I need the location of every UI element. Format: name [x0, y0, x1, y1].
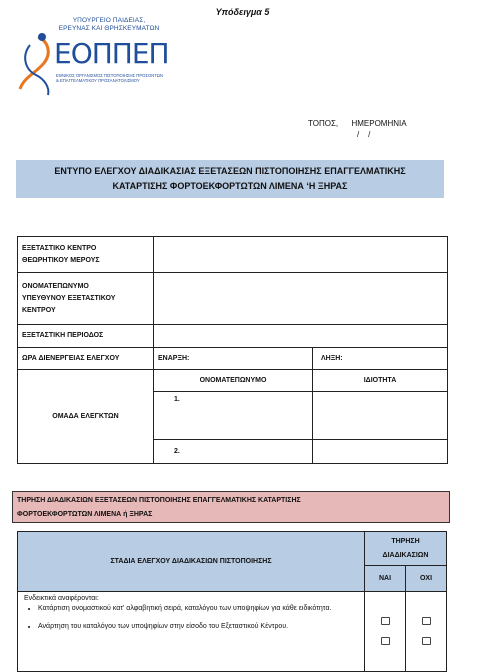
- stage-list: [24, 604, 358, 632]
- no-checkboxes: [406, 592, 447, 672]
- compliance-header: ΤΗΡΗΣΗ ΔΙΑΔΙΚΑΣΙΩΝ: [365, 532, 447, 566]
- certification-stages-table: [17, 531, 447, 672]
- stage-2-yes-checkbox[interactable]: [381, 637, 390, 645]
- no-column-header: ΟΧΙ: [406, 566, 447, 592]
- form-title: ΕΝΤΥΠΟ ΕΛΕΓΧΟΥ ΔΙΑΔΙΚΑΣΙΑΣ ΕΞΕΤΑΣΕΩΝ ΠΙΣΤΟΠΟΙΗΣΗΣ ΕΠΑΓΓΕΛΜΑΤΙΚΗΣ ΚΑΤΑΡΤΙΣΗΣ ΦΟΡΤΟΕΚΦΟΡΤΩΤΩΝ ΛΙΜΕΝΑ ‘Η ΞΗΡΑΣ: [16, 160, 444, 198]
- exam-info-table: [17, 236, 448, 464]
- organization-logo: [14, 17, 184, 97]
- stages-header: ΣΤΑΔΙΑ ΕΛΕΓΧΟΥ ΔΙΑΔΙΚΑΣΙΩΝ ΠΙΣΤΟΠΟΙΗΣΗΣ: [18, 532, 365, 592]
- stage-1-yes-checkbox[interactable]: [381, 617, 390, 625]
- stage-description: Ενδεικτικά αναφέρονται: • Κατάρτιση ονομαστικού κατ' αλφαβητική σειρά, καταλόγου των υποψηφίων για κάθε ειδικότητα. • Ανάρτηση του καταλόγου των υποψηφίων στην είσοδο του Εξεταστικού Κέντρου.: [18, 592, 365, 672]
- exam-center-field[interactable]: [154, 237, 448, 273]
- eoppep-wordmark: ΕΟΠΠΕΠ: [54, 37, 169, 70]
- stage-item-2: • Ανάρτηση του καταλόγου των υποψηφίων στην είσοδο του Εξεταστικού Κέντρου.: [38, 622, 358, 632]
- date-separators: / /: [357, 130, 371, 139]
- exam-period-label: ΕΞΕΤΑΣΤΙΚΗ ΠΕΡΙΟΔΟΣ: [18, 325, 154, 348]
- responsible-person-field[interactable]: [154, 273, 448, 325]
- compliance-notice: ΤΗΡΗΣΗ ΔΙΑΔΙΚΑΣΙΩΝ ΕΞΕΤΑΣΕΩΝ ΠΙΣΤΟΠΟΙΗΣΗΣ ΕΠΑΓΓΕΛΜΑΤΙΚΗΣ ΚΑΤΑΡΤΙΣΗΣ ΦΟΡΤΟΕΚΦΟΡΤΩΤΩΝ ΛΙΜΕΝΑ ή ΞΗΡΑΣ: [12, 491, 450, 523]
- exam-center-label: ΕΞΕΤΑΣΤΙΚΟ ΚΕΝΤΡΟ ΘΕΩΡΗΤΙΚΟΥ ΜΕΡΟΥΣ: [18, 237, 154, 273]
- stage-1-no-checkbox[interactable]: [422, 617, 431, 625]
- exam-period-field[interactable]: [154, 325, 448, 348]
- inspector-1-role-field[interactable]: [313, 392, 448, 440]
- end-time-field[interactable]: ΛΗΞΗ:: [313, 348, 448, 370]
- start-time-field[interactable]: ΕΝΑΡΞΗ:: [154, 348, 313, 370]
- responsible-person-label: ΟΝΟΜΑΤΕΠΩΝΥΜΟ ΥΠΕΥΘΥΝΟΥ ΕΞΕΤΑΣΤΙΚΟΥ ΚΕΝΤΡΟΥ: [18, 273, 154, 325]
- yes-checkboxes: [365, 592, 406, 672]
- annex-label: Υπόδειγμα 5: [215, 7, 270, 17]
- yes-column-header: ΝΑΙ: [365, 566, 406, 592]
- column-role-header: ΙΔΙΟΤΗΤΑ: [313, 370, 448, 392]
- stage-item-1: • Κατάρτιση ονομαστικού κατ' αλφαβητική σειρά, καταλόγου των υποψηφίων για κάθε ειδικότητα.: [38, 604, 358, 614]
- ministry-name: ΥΠΟΥΡΓΕΙΟ ΠΑΙΔΕΙΑΣ, ΕΡΕΥΝΑΣ ΚΑΙ ΘΡΗΣΚΕΥΜΑΤΩΝ: [58, 17, 160, 32]
- inspector-1-name-field[interactable]: 1.: [154, 392, 313, 440]
- inspection-team-label: ΟΜΑΔΑ ΕΛΕΓΚΤΩΝ: [18, 370, 154, 464]
- stage-2-no-checkbox[interactable]: [422, 637, 431, 645]
- organization-fullname: ΕΘΝΙΚΟΣ ΟΡΓΑΝΙΣΜΟΣ ΠΙΣΤΟΠΟΙΗΣΗΣ ΠΡΟΣΟΝΤΩΝ & ΕΠΑΓΓΕΛΜΑΤΙΚΟΥ ΠΡΟΣΑΝΑΤΟΛΙΣΜΟΥ: [56, 73, 163, 83]
- inspector-2-name-field[interactable]: 2.: [154, 440, 313, 464]
- inspection-time-label: ΩΡΑ ΔΙΕΝΕΡΓΕΙΑΣ ΕΛΕΓΧΟΥ: [18, 348, 154, 370]
- column-name-header: ΟΝΟΜΑΤΕΠΩΝΥΜΟ: [154, 370, 313, 392]
- inspector-2-role-field[interactable]: [313, 440, 448, 464]
- place-date-label: ΤΟΠΟΣ, ΗΜΕΡΟΜΗΝΙΑ: [308, 119, 407, 128]
